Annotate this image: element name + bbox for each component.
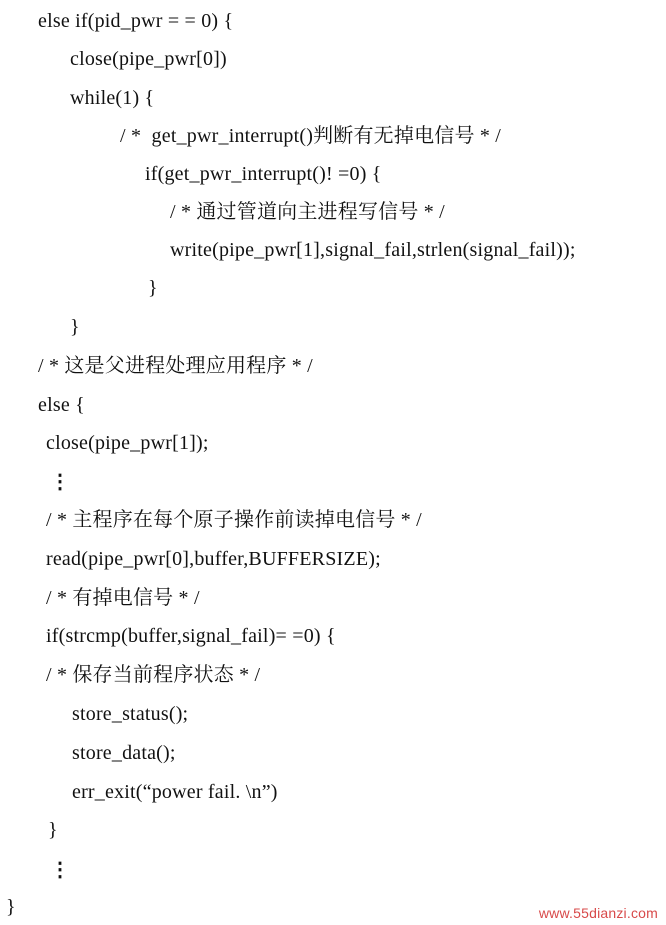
code-line: else if(pid_pwr = = 0) { — [38, 10, 234, 32]
code-line: / * 这是父进程处理应用程序 * / — [38, 355, 313, 377]
code-line: / * 通过管道向主进程写信号 * / — [170, 201, 445, 223]
code-line: } — [148, 277, 158, 299]
code-line: close(pipe_pwr[0]) — [70, 48, 227, 70]
code-line: store_data(); — [72, 742, 176, 764]
code-line: } — [6, 896, 16, 918]
ellipsis: ⋮ — [50, 859, 70, 881]
code-line: / * 保存当前程序状态 * / — [46, 664, 261, 686]
code-line: } — [48, 819, 58, 841]
code-line: read(pipe_pwr[0],buffer,BUFFERSIZE); — [46, 548, 381, 570]
code-line: err_exit(“power fail. \n”) — [72, 781, 278, 803]
code-line: store_status(); — [72, 703, 189, 725]
code-line: / * 有掉电信号 * / — [46, 587, 200, 609]
code-line: close(pipe_pwr[1]); — [46, 432, 209, 454]
code-line: / * 主程序在每个原子操作前读掉电信号 * / — [46, 509, 422, 531]
code-line: if(get_pwr_interrupt()! =0) { — [145, 163, 382, 185]
code-line: write(pipe_pwr[1],signal_fail,strlen(signal_fail)); — [170, 239, 576, 261]
ellipsis: ⋮ — [50, 471, 70, 493]
code-line: while(1) { — [70, 87, 155, 109]
code-line: if(strcmp(buffer,signal_fail)= =0) { — [46, 625, 336, 647]
code-line: / * get_pwr_interrupt()判断有无掉电信号 * / — [120, 125, 502, 147]
code-line: } — [70, 316, 80, 338]
code-line: else { — [38, 394, 85, 416]
watermark: www.55dianzi.com — [538, 905, 658, 921]
